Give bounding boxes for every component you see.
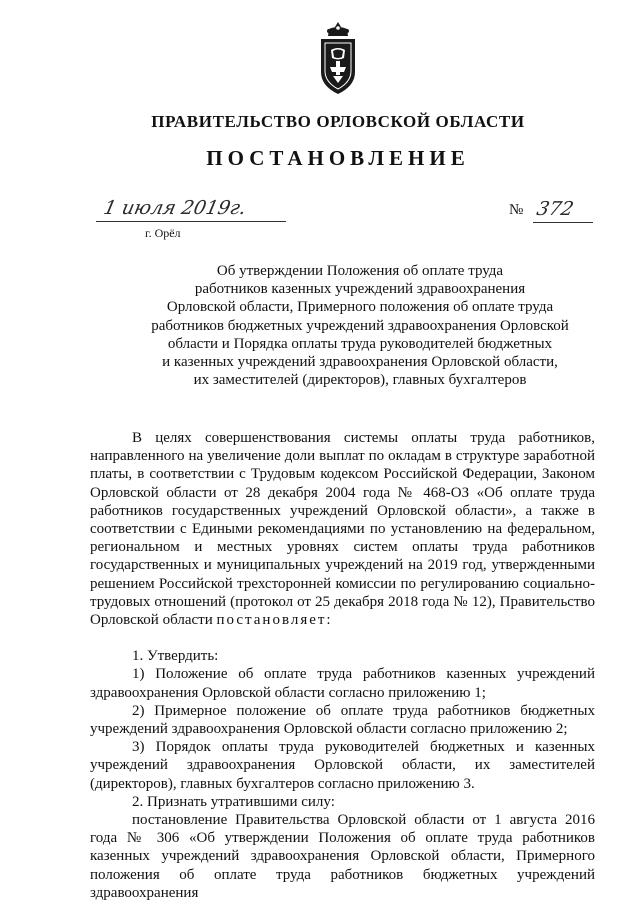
coat-of-arms-emblem — [318, 20, 358, 96]
item-paragraph: 3) Порядок оплаты труда руководителей бюджетных и казенных учреждений здравоохранения Орловской области, их заместителей (директоров), главных бухгалтеров согласно приложению 3. — [90, 739, 595, 792]
subject-line: Орловской области, Примерного положения об оплате труда — [166, 299, 554, 316]
item-paragraph: 1. Утвердить: — [132, 648, 219, 665]
document-type-title: ПОСТАНОВЛЕНИЕ — [206, 146, 470, 170]
subject-line: их заместителей (директоров), главных бухгалтеров — [193, 372, 527, 389]
subject-line: работников бюджетных учреждений здравоохранения Орловской — [151, 317, 569, 334]
document-subject — [80, 262, 640, 389]
city-label: г. Орёл — [145, 226, 181, 240]
item-paragraph: постановление Правительства Орловской области от 1 августа 2016 года № 306 «Об утверждении Положения об оплате труда работников казенных учреждений здравоохранения Орловской области, Примерного положения об оплате труда работников бюджетных учреждений здравоохранения — [90, 812, 595, 901]
document-body — [90, 429, 595, 902]
item-paragraph: 2) Примерное положение об оплате труда работников бюджетных учреждений здравоохранения Орловской области согласно приложению 2; — [90, 702, 595, 738]
preamble-closing: постановляет: — [216, 612, 333, 629]
subject-line: работников казенных учреждений здравоохранения — [194, 281, 526, 298]
item-paragraph: 1) Положение об оплате труда работников казенных учреждений здравоохранения Орловской области согласно приложению 1; — [90, 666, 595, 701]
organization-title: ПРАВИТЕЛЬСТВО ОРЛОВСКОЙ ОБЛАСТИ — [151, 112, 525, 131]
subject-line: области и Порядка оплаты труда руководителей бюджетных — [167, 335, 553, 352]
handwritten-date: 1 июля 2019г. — [101, 197, 249, 219]
item-paragraph: 2. Признать утратившими силу: — [132, 793, 335, 810]
number-label: № — [509, 202, 524, 218]
preamble-text: В целях совершенствования системы оплаты труда работников, направленного на увеличение доли выплат по окладам в структуре заработной платы, в соответствии с Трудовым кодексом Российской Федерации, Законом Орловской области от 28 декабря 2004 года № 468-ОЗ «Об оплате труда работников государственных учреждений Орловской области», а также в соответствии с Едиными рекомендациями по установлению на федеральном, региональном и местных уровнях систем оплаты труда работников государственных и муниципальных учреждений на 2019 год, утвержденными решением Российской трехсторонней комиссии по регулированию социально-трудовых отношений (протокол от 25 декабря 2018 года № 12), Правительство Орловской области — [90, 430, 595, 629]
preamble-paragraph — [90, 429, 595, 629]
number-underline — [533, 222, 593, 223]
handwritten-number: 372 — [534, 198, 576, 220]
date-underline — [96, 221, 286, 222]
subject-line: Об утверждении Положения об оплате труда — [216, 263, 504, 279]
subject-line: и казенных учреждений здравоохранения Орловской области, — [162, 354, 558, 371]
paragraph-gap — [90, 629, 595, 647]
